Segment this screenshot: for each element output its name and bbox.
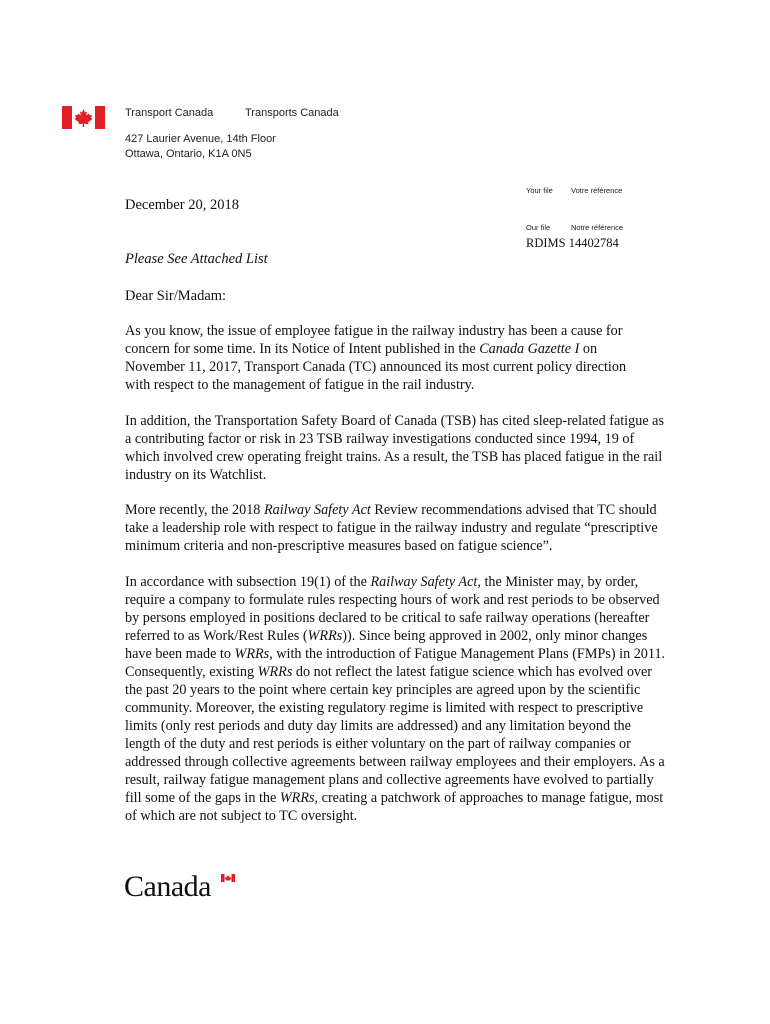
paragraph-1 — [125, 322, 700, 394]
text-line: November 11, 2017, Transport Canada (TC) announced its most current policy direction — [125, 359, 627, 375]
your-file-label-fr: Votre référence — [571, 186, 623, 195]
salutation: Dear Sir/Madam: — [125, 288, 227, 304]
your-file-label: Your file — [526, 186, 553, 195]
address-line-2: Ottawa, Ontario, K1A 0N5 — [125, 148, 252, 160]
text-line: In accordance with subsection 19(1) of the Railway Safety Act, the Minister may, by order, — [125, 574, 639, 590]
text-line: concern for some time. In its Notice of Intent published in the Canada Gazette I on — [125, 341, 598, 357]
text-line: by persons employed in positions declared to be critical to safe railway operations (hereafter — [125, 610, 650, 626]
text-line: with respect to the management of fatigue in the rail industry. — [125, 377, 475, 393]
text-line: limits (only rest periods and duty day limits are addressed) and any limitation beyond the — [125, 718, 631, 734]
text-line: length of the duty and rest periods is either voluntary on the part of railway companies or — [125, 736, 631, 752]
text-line: referred to as Work/Rest Rules (WRRs)). Since being approved in 2002, only minor changes — [125, 628, 648, 644]
canada-wordmark: Canada — [124, 870, 211, 903]
paragraph-2 — [125, 412, 700, 484]
department-name-en: Transport Canada — [125, 107, 214, 119]
text-line: of which are not subject to TC oversight. — [125, 808, 358, 824]
text-line: community. Moreover, the existing regulatory regime is limited with respect to prescriptive — [125, 700, 644, 716]
our-file-label-fr: Notre référence — [571, 223, 624, 232]
recipient: Please See Attached List — [125, 251, 268, 267]
rdims-number: RDIMS 14402784 — [526, 236, 619, 250]
text-line: More recently, the 2018 Railway Safety Act Review recommendations advised that TC should — [125, 502, 657, 518]
text-line: Consequently, existing WRRs do not reflect the latest fatigue science which has evolved over — [125, 664, 653, 680]
our-file-label: Our file — [526, 223, 551, 232]
text-line: the past 20 years to the point where certain key principles are agreed upon by the scientific — [125, 682, 641, 698]
text-line: In addition, the Transportation Safety Board of Canada (TSB) has cited sleep-related fatigue as — [125, 413, 664, 429]
address-line-1: 427 Laurier Avenue, 14th Floor — [125, 133, 276, 145]
letter-date: December 20, 2018 — [125, 197, 239, 213]
canada-wordmark-flag-icon — [221, 874, 235, 882]
text-line: addressed through collective agreements between railway employees and their employers. As a — [125, 754, 665, 770]
text-line: industry on its Watchlist. — [125, 467, 267, 483]
text-line: result, railway fatigue management plans and collective agreements have evolved to partially — [125, 772, 654, 788]
text-line: As you know, the issue of employee fatigue in the railway industry has been a cause for — [125, 323, 623, 339]
text-line: a contributing factor or risk in 23 TSB railway investigations conducted since 1994, 19 of — [125, 431, 635, 447]
text-line: take a leadership role with respect to fatigue in the railway industry and regulate “prescriptive — [125, 520, 658, 536]
text-line: fill some of the gaps in the WRRs, creating a patchwork of approaches to manage fatigue, most — [125, 790, 664, 806]
text-line: require a company to formulate rules respecting hours of work and rest periods to be observed — [125, 592, 660, 608]
department-name-fr: Transports Canada — [245, 107, 339, 119]
canada-flag-icon — [62, 106, 105, 129]
paragraph-3 — [125, 501, 700, 555]
text-line: have been made to WRRs, with the introduction of Fatigue Management Plans (FMPs) in 2011. — [125, 646, 666, 662]
paragraph-4 — [125, 573, 700, 825]
text-line: minimum criteria and non-prescriptive measures based on fatigue science”. — [125, 538, 553, 554]
text-line: which involved crew operating freight trains. As a result, the TSB has placed fatigue in the rail — [125, 449, 663, 465]
